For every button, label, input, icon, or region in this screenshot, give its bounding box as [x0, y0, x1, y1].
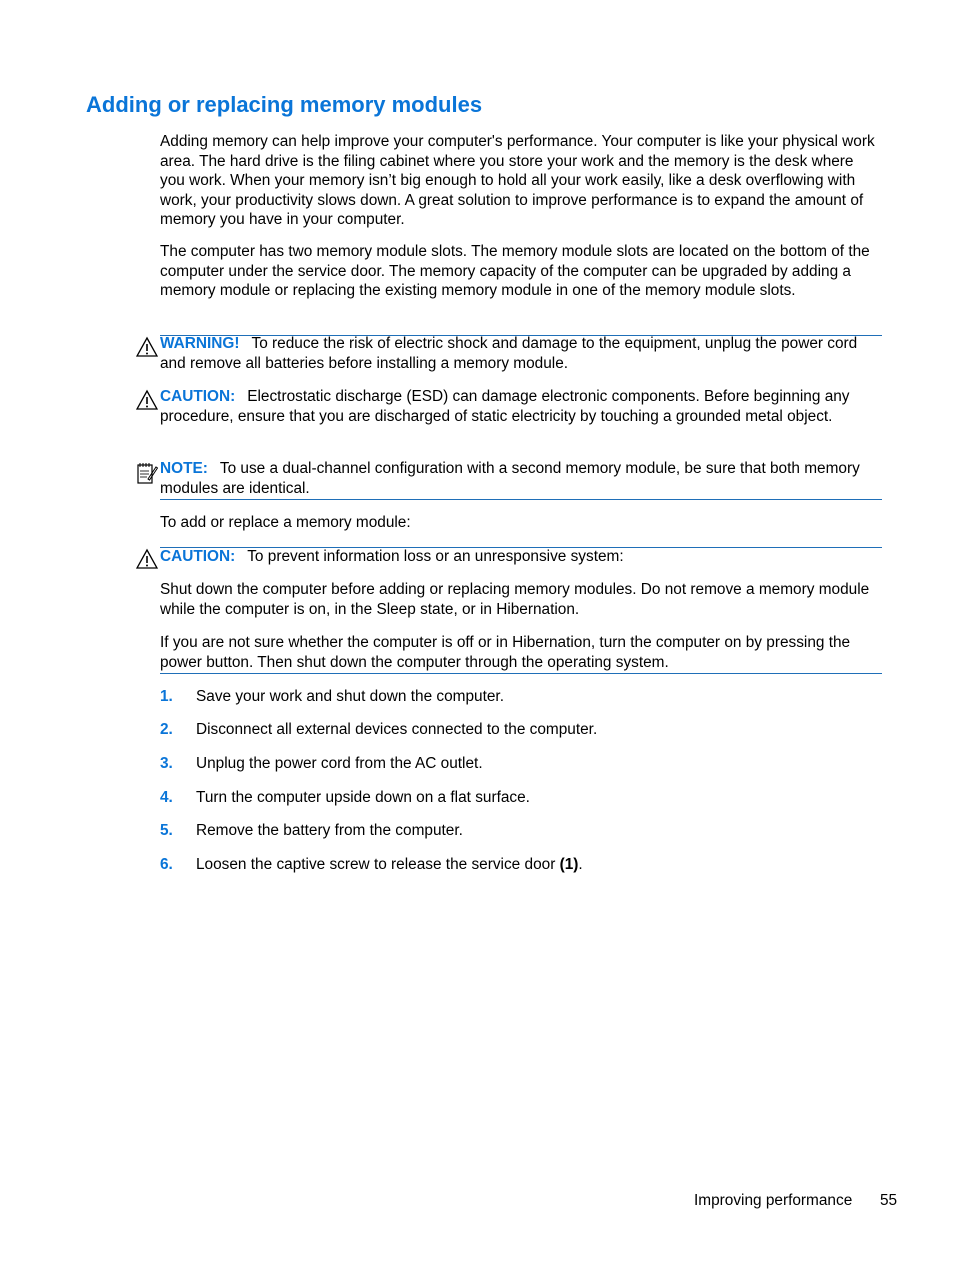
page-title: Adding or replacing memory modules	[86, 92, 483, 117]
caution-notice-data-loss	[160, 547, 882, 567]
caution-notice-esd	[160, 387, 882, 426]
caution-triangle-icon	[136, 389, 158, 411]
note-bottom-rule	[160, 499, 882, 500]
callout-reference: (1)	[559, 856, 579, 873]
intro-paragraph: Adding memory can help improve your computer's performance. Your computer is like your physical work area. The hard drive is the filing cabinet where you store your work and the memory is the desk where you work. When your memory isn’t big enough to hold all your work easily, like a desk overflowing with work, your productivity slows down. A great solution to improve performance is to expand the amount of memory you have in your computer.	[160, 133, 875, 228]
caution-label: CAUTION:	[160, 548, 236, 565]
slots-paragraph: The computer has two memory module slots. The memory module slots are located on the bottom of the computer under the service door. The memory capacity of the computer can be upgraded by adding a memory module or replacing the existing memory module in one of the memory module slots.	[160, 243, 870, 299]
step-number: 3.	[160, 755, 173, 772]
step-text: Turn the computer upside down on a flat surface.	[196, 789, 530, 806]
step-number: 5.	[160, 822, 173, 839]
step-number: 2.	[160, 721, 173, 738]
caution-text: Electrostatic discharge (ESD) can damage electronic components. Before beginning any procedure, ensure that you are discharged of static electricity by touching a grounded metal object.	[160, 388, 850, 425]
caution-text: To prevent information loss or an unresponsive system:	[247, 548, 624, 565]
note-label: NOTE:	[160, 460, 208, 477]
page-number: 55	[880, 1192, 898, 1209]
step-number: 6.	[160, 856, 173, 873]
step-text: Save your work and shut down the computer.	[196, 688, 504, 705]
step-text: Remove the battery from the computer.	[196, 822, 463, 839]
caution-hibernation-paragraph: If you are not sure whether the computer is off or in Hibernation, turn the computer on by pressing the power button. Then shut down the computer through the operating system.	[160, 634, 851, 671]
step-text-main: Loosen the captive screw to release the service door	[196, 856, 560, 873]
caution-triangle-icon	[136, 548, 158, 570]
warning-label: WARNING!	[160, 335, 240, 352]
step-number: 1.	[160, 688, 173, 705]
caution-label: CAUTION:	[160, 388, 236, 405]
warning-text: To reduce the risk of electric shock and damage to the equipment, unplug the power cord and remove all batteries before installing a memory module.	[160, 335, 858, 372]
warning-triangle-icon	[136, 336, 158, 358]
note-pad-icon	[136, 461, 158, 483]
step-text-end: .	[578, 856, 583, 873]
step-text	[196, 855, 583, 875]
note-notice	[160, 459, 882, 498]
procedure-intro: To add or replace a memory module:	[160, 514, 411, 531]
step-text: Unplug the power cord from the AC outlet.	[196, 755, 483, 772]
note-text: To use a dual-channel configuration with a second memory module, be sure that both memory modules are identical.	[160, 460, 860, 497]
caution-shutdown-paragraph: Shut down the computer before adding or replacing memory modules. Do not remove a memory module while the computer is on, in the Sleep state, or in Hibernation.	[160, 581, 870, 618]
footer-section-title: Improving performance	[694, 1192, 853, 1209]
caution2-bottom-rule	[160, 673, 882, 674]
step-text: Disconnect all external devices connected to the computer.	[196, 721, 598, 738]
step-number: 4.	[160, 789, 173, 806]
warning-notice	[160, 334, 882, 373]
